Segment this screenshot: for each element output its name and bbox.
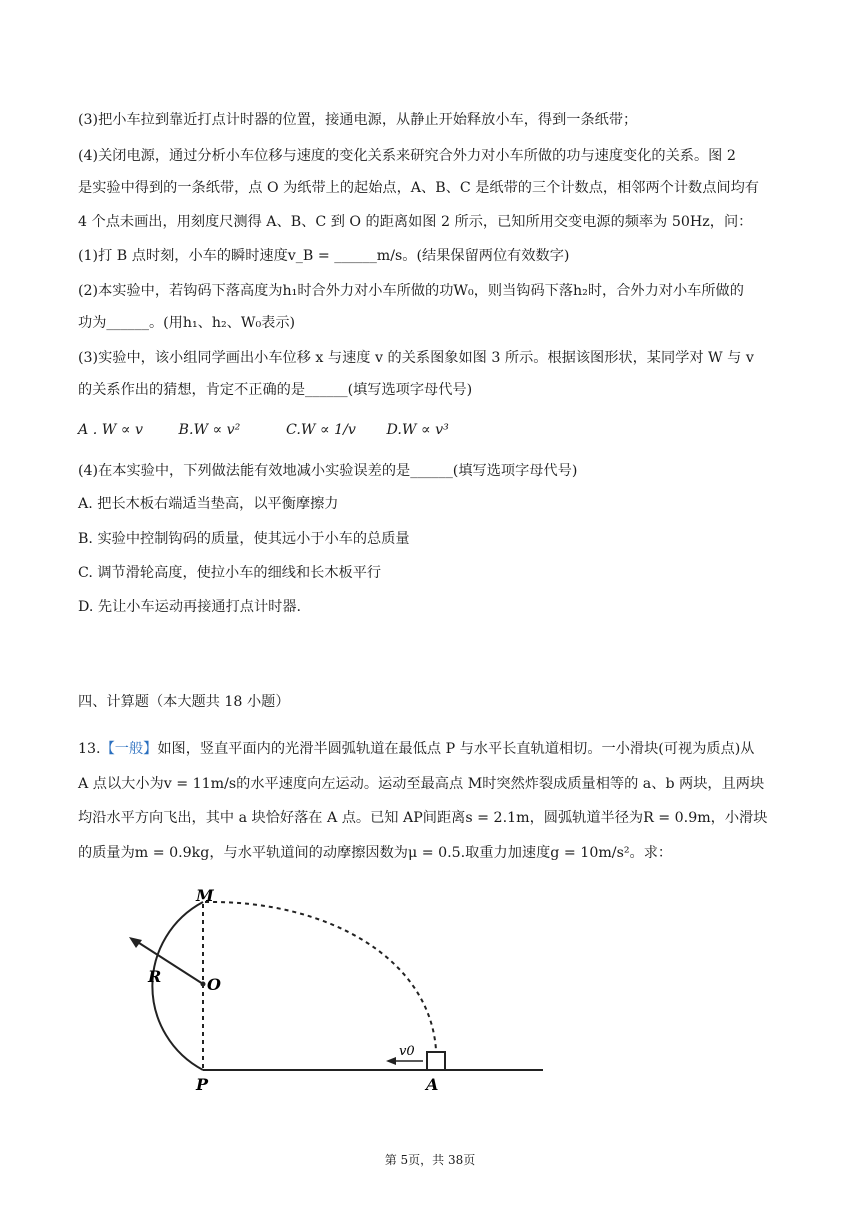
page-footer: 第 5页，共 38页 bbox=[384, 1153, 476, 1167]
choice-d: D.W ∝ v³ bbox=[386, 422, 449, 438]
text-line-2: (4)关闭电源，通过分析小车位移与速度的变化关系来研究合外力对小车所做的功与速度变化的关系。图 2 bbox=[78, 148, 736, 164]
label-m: M bbox=[196, 886, 214, 905]
option-b: B. 实验中控制钩码的质量，使其远小于小车的总质量 bbox=[78, 531, 410, 547]
choice-c: C.W ∝ 1/v bbox=[286, 422, 356, 438]
question-number: 13. bbox=[78, 741, 101, 757]
section-heading: 四、计算题（本大题共 18 小题） bbox=[78, 694, 290, 710]
text-line-8: (3)实验中，该小组同学画出小车位移 x 与速度 v 的关系图象如图 3 所示。根据该图形状，某同学对 W 与 v bbox=[78, 350, 754, 366]
choice-row bbox=[78, 420, 788, 440]
text-line-9: 的关系作出的猜想，肯定不正确的是______(填写选项字母代号) bbox=[78, 382, 473, 398]
label-r: R bbox=[148, 967, 162, 986]
text-line-4: 4 个点未画出，用刻度尺测得 A、B、C 到 O 的距离如图 2 所示，已知所用交变电源的频率为 50Hz，问： bbox=[78, 214, 753, 230]
question-13-line-1 bbox=[78, 739, 788, 759]
question-13-text: 如图，竖直平面内的光滑半圆弧轨道在最低点 P 与水平长直轨道相切。一小滑块(可视为质点)从 bbox=[157, 741, 755, 757]
question-13-line-4: 的质量为m = 0.9kg，与水平轨道间的动摩擦因数为μ = 0.5.取重力加速度g = 10m/s²。求： bbox=[78, 845, 673, 861]
question-13-line-3: 均沿水平方向飞出，其中 a 块恰好落在 A 点。已知 AP间距离s = 2.1m，圆弧轨道半径为R = 0.9m，小滑块 bbox=[78, 810, 768, 826]
label-a: A bbox=[426, 1075, 439, 1094]
text-line-3: 是实验中得到的一条纸带，点 O 为纸带上的起始点，A、B、C 是纸带的三个计数点，相邻两个计数点间均有 bbox=[78, 180, 759, 196]
choice-a: A . W ∝ v bbox=[78, 422, 143, 438]
text-line-1: (3)把小车拉到靠近打点计时器的位置，接通电源，从静止开始释放小车，得到一条纸带； bbox=[78, 112, 638, 128]
option-c: C. 调节滑轮高度，使拉小车的细线和长木板平行 bbox=[78, 565, 382, 581]
question-13-line-2: A 点以大小为v = 11m/s的水平速度向左运动。运动至最高点 M时突然炸裂成质量相等的 a、b 两块，且两块 bbox=[78, 776, 765, 792]
option-a: A. 把长木板右端适当垫高，以平衡摩擦力 bbox=[78, 496, 339, 512]
track-diagram bbox=[100, 878, 560, 1094]
choice-b: B.W ∝ v² bbox=[178, 422, 241, 438]
option-d: D. 先让小车运动再接通打点计时器. bbox=[78, 599, 302, 615]
difficulty-tag: 【一般】 bbox=[100, 741, 158, 757]
text-line-5: (1)打 B 点时刻，小车的瞬时速度v_B = ______m/s。(结果保留两位有效数字) bbox=[78, 248, 570, 264]
text-line-10: (4)在本实验中，下列做法能有效地减小实验误差的是______(填写选项字母代号) bbox=[78, 463, 578, 479]
label-p: P bbox=[196, 1075, 209, 1094]
label-o: O bbox=[207, 975, 221, 994]
label-v0: v0 bbox=[399, 1044, 415, 1059]
text-line-7: 功为______。(用h₁、h₂、W₀表示) bbox=[78, 315, 296, 331]
text-line-6: (2)本实验中，若钩码下落高度为h₁时合外力对小车所做的功W₀，则当钩码下落h₂时，合外力对小车所做的 bbox=[78, 283, 744, 299]
